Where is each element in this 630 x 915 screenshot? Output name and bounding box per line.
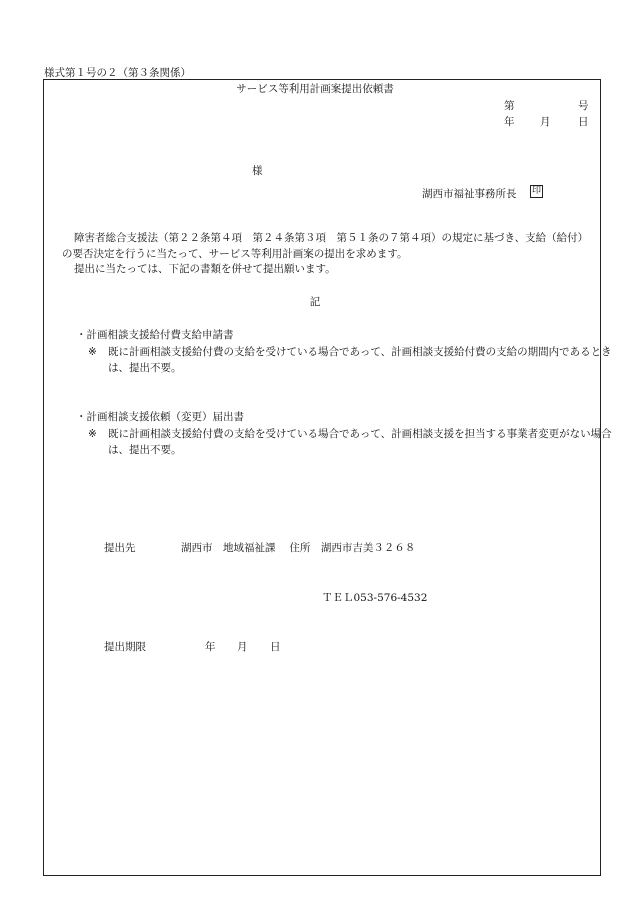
item-title-2: ・計画相談支援依頼（変更）届出書 bbox=[76, 411, 244, 423]
addressee-honorific: 様 bbox=[252, 165, 263, 177]
note-mark-1: ※ bbox=[88, 346, 97, 358]
item-note-1 bbox=[88, 345, 613, 376]
deadline-month: 月 bbox=[237, 641, 248, 653]
submission-label: 提出先 bbox=[104, 542, 136, 554]
note-text-2: 既に計画相談支援給付費の支給を受けている場合であって、計画相談支援を担当する事業者変更がない場合は、提出不要。 bbox=[108, 428, 612, 456]
document-frame bbox=[43, 79, 601, 876]
sender-name: 湖西市福祉事務所長 bbox=[422, 188, 517, 200]
deadline-day: 日 bbox=[270, 641, 281, 653]
submission-address: 湖西市 地域福祉課 住所 湖西市吉美３２６８ bbox=[181, 542, 416, 554]
date-day: 日 bbox=[578, 116, 589, 128]
ki-heading: 記 bbox=[309, 296, 321, 308]
document-title: サービス等利用計画案提出依頼書 bbox=[236, 83, 394, 95]
item-note-2 bbox=[88, 427, 613, 458]
note-mark-2: ※ bbox=[88, 428, 97, 440]
date-year: 年 bbox=[504, 116, 515, 128]
submission-tel: ＴＥＬ053-576-4532 bbox=[322, 592, 428, 604]
number-go: 号 bbox=[578, 100, 589, 112]
body-paragraph-2: 提出に当たっては、下記の書類を併せて提出願います。 bbox=[74, 263, 336, 275]
note-text-1: 既に計画相談支援給付費の支給を受けている場合であって、計画相談支援給付費の支給の期間内であるときは、提出不要。 bbox=[108, 346, 612, 374]
body-paragraph-1: 障害者総合支援法（第２２条第４項 第２４条第３項 第５１条の７第４項）の規定に基づき、支給（給付）の要否決定を行うに当たって、サービス等利用計画案の提出を求めます。 bbox=[62, 232, 589, 260]
number-dai: 第 bbox=[504, 100, 515, 112]
seal-stamp: 印 bbox=[531, 186, 541, 196]
deadline-year: 年 bbox=[205, 641, 216, 653]
item-title-1: ・計画相談支援給付費支給申請書 bbox=[76, 329, 234, 341]
deadline-label: 提出期限 bbox=[104, 641, 146, 653]
form-number-label: 様式第１号の２（第３条関係） bbox=[44, 67, 191, 79]
date-month: 月 bbox=[540, 116, 551, 128]
